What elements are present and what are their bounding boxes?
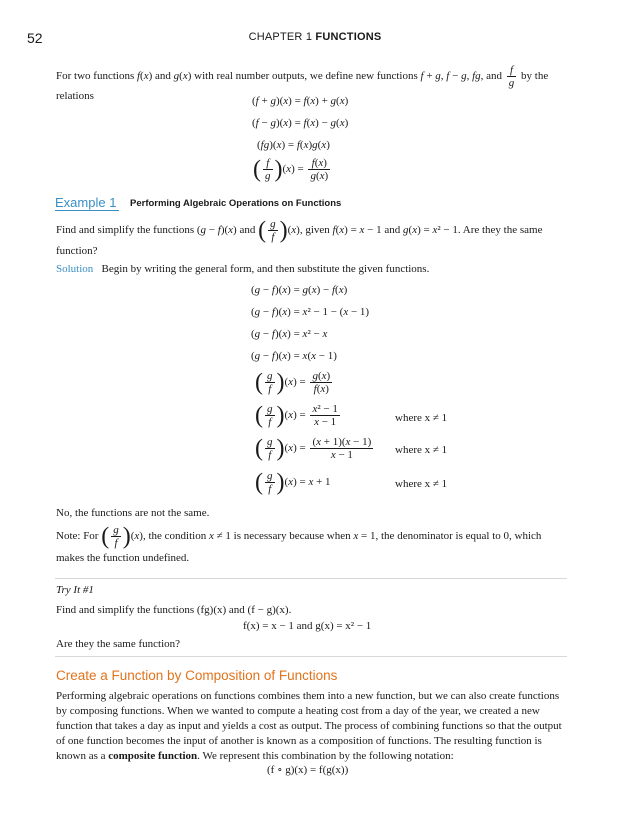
note-d: , the denominator is equal to 0, which makes the function undefined. xyxy=(56,530,542,564)
def-sum: (f + g)(x) = f(x) + g(x) xyxy=(252,95,349,107)
solution-step-6: ( $\frac{g}{f}$ )(x) = $\frac{\text{x² − 1}}{x - 1}$ xyxy=(255,402,338,429)
where-clause-3: where x ≠ 1 xyxy=(395,478,448,490)
try-it-given: f(x) = x − 1 and g(x) = x² − 1 xyxy=(243,620,372,632)
note-a: Note: For xyxy=(56,530,102,543)
running-header xyxy=(0,31,630,43)
where-clause-2: where x ≠ 1 xyxy=(395,444,448,456)
intro-text-b: with real number outputs, we define new functions xyxy=(191,70,421,83)
example-label: Example 1 xyxy=(55,195,117,210)
solution-step-3: (g − f)(x) = x² − x xyxy=(251,328,328,340)
try-it-bottom-rule xyxy=(55,656,567,657)
note-c: is necessary because when xyxy=(230,530,354,543)
def-product: (fg)(x) = f(x)g(x) xyxy=(257,139,330,151)
where-clause-1: where x ≠ 1 xyxy=(395,412,448,424)
example-q-b: and xyxy=(236,224,259,237)
section-p2: . We represent this combination by the following notation: xyxy=(197,750,454,762)
try-it-text: Find and simplify the functions (fg)(x) and (f − g)(x). xyxy=(56,604,292,616)
section-paragraph xyxy=(56,689,568,764)
def-difference: (f − g)(x) = f(x) − g(x) xyxy=(252,117,349,129)
solution-step-1: (g − f)(x) = g(x) − f(x) xyxy=(251,284,348,296)
section-term: composite function xyxy=(108,750,198,762)
solution-text: Begin by writing the general form, and then substitute the given functions. xyxy=(101,263,430,275)
try-it-question: Are they the same function? xyxy=(56,638,181,650)
example-question: Find and simplify the functions (g − f)(x) and ( $\frac{g}{f}$ )(x), given f(x) = x − 1 and g(x) = x² − 1. Are they the same function? xyxy=(56,217,543,257)
intro-paragraph: For two functions f(x) and g(x) with real number outputs, we define new functions f + g, f − g, fg, and $\frac{f}{g}$ by the relations xyxy=(56,64,549,102)
solution-step-4: (g − f)(x) = x(x − 1) xyxy=(251,350,337,362)
section-p1: Performing algebraic operations on functions combines them into a new function, but we can also create functions by composing functions. When we wanted to compute a heating cost from a day of the year, we created a new function that takes a day as input and yields a cost as output. The process of combining functions so that the output of one function becomes the input of another is known as a composition of functions. The resulting function is known as a xyxy=(56,690,562,762)
example-q-d: . Are they the same function? xyxy=(56,224,543,257)
page-number: 52 xyxy=(27,30,43,46)
note-paragraph: Note: For ( $\frac{g}{f}$ )(x), the condition x ≠ 1 is necessary because when x = 1, the denominator is equal to 0, which makes the function undefined. xyxy=(56,523,542,564)
example-q-a: Find and simplify the functions xyxy=(56,224,197,237)
note-b: , the condition xyxy=(142,530,209,543)
solution-line xyxy=(56,262,568,276)
try-it-top-rule xyxy=(55,578,567,579)
chapter-prefix: CHAPTER 1 xyxy=(248,31,313,43)
solution-step-5: ( $\frac{g}{f}$ )(x) = $\frac{g(x)}{f(x)}$ xyxy=(255,369,331,396)
chapter-title: FUNCTIONS xyxy=(315,31,382,43)
solution-step-2: (g − f)(x) = x² − 1 − (x − 1) xyxy=(251,306,370,318)
try-it-label: Try It #1 xyxy=(56,584,94,596)
solution-label: Solution xyxy=(56,263,94,275)
intro-text-c: by the relations xyxy=(56,70,549,102)
example-underline xyxy=(55,210,119,211)
section-heading: Create a Function by Composition of Functions xyxy=(56,668,338,683)
example-q-c: , given xyxy=(299,224,333,237)
intro-text-a: For two functions xyxy=(56,70,137,83)
def-quotient: ( $\frac{f}{g}$ )(x) = $\frac{f(x)}{g(x)}$ xyxy=(253,156,329,183)
conclusion: No, the functions are not the same. xyxy=(56,507,210,519)
solution-step-7: ( $\frac{g}{f}$ )(x) = $\frac{(x + 1)(x - 1)}{x - 1}$ xyxy=(255,435,372,462)
example-title: Performing Algebraic Operations on Functions xyxy=(130,198,342,209)
composition-formula: (f ∘ g)(x) = f(g(x)) xyxy=(267,764,349,776)
solution-step-8: ( $\frac{g}{f}$ )(x) = x + 1 xyxy=(255,469,331,496)
